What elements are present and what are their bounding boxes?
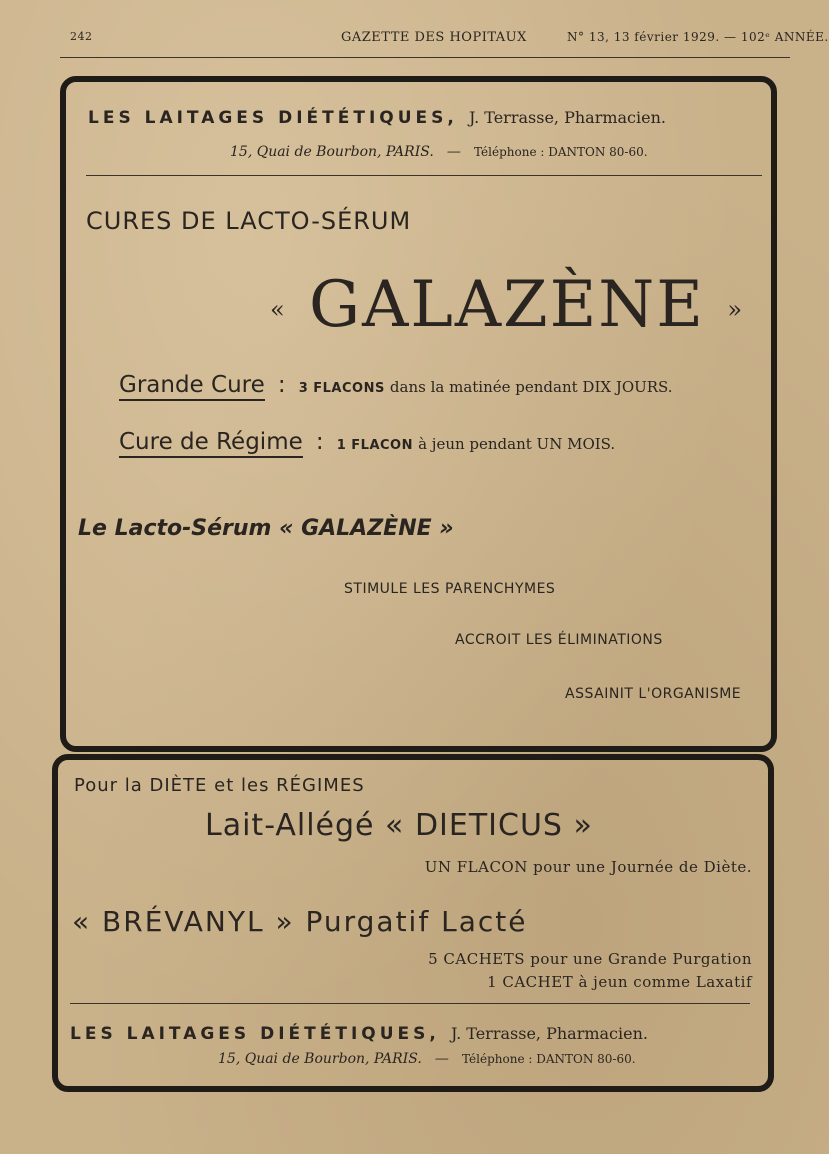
cachet-1-line: 1 CACHET à jeun comme Laxatif (487, 973, 752, 991)
ad2-address: 15, Quai de Bourbon, PARIS. (218, 1051, 422, 1067)
ad2-divider (70, 1003, 750, 1004)
regime-cure-line (119, 429, 615, 455)
grande-cure-title: Grande Cure (119, 372, 265, 401)
ad1-brand-line (88, 108, 666, 128)
ad2-brand-line (70, 1024, 648, 1044)
grande-cure-line (119, 372, 673, 398)
regime-cure-text: à jeun pendant UN MOIS. (418, 435, 616, 453)
grande-cure-colon: : (277, 372, 286, 398)
header-divider (60, 57, 790, 58)
journal-title: GAZETTE DES HOPITAUX (341, 30, 527, 45)
lait-allege-line: Lait-Allégé « DIETICUS » (205, 808, 593, 843)
cachets-5-line: 5 CACHETS pour une Grande Purgation (428, 950, 752, 968)
ad1-divider (86, 175, 762, 176)
page-header (0, 30, 829, 54)
flacon-day-line: UN FLACON pour une Journée de Diète. (424, 858, 752, 876)
ad1-maker: J. Terrasse, Pharmacien. (468, 108, 666, 127)
grande-cure-qty: 3 FLACONS (298, 381, 385, 396)
ad1-phone: Téléphone : DANTON 80-60. (473, 145, 648, 159)
effect-item: ASSAINIT L'ORGANISME (565, 686, 742, 702)
ad1-address: 15, Quai de Bourbon, PARIS. (230, 144, 434, 160)
quote-close: » (727, 295, 745, 324)
ad2-phone: Téléphone : DANTON 80-60. (461, 1052, 636, 1066)
effect-item: ACCROIT LES ÉLIMINATIONS (455, 632, 663, 648)
regime-cure-colon: : (315, 429, 324, 455)
galazene-product-line (270, 268, 744, 342)
page-number: 242 (70, 30, 93, 43)
ad1-address-line (230, 141, 648, 160)
regime-cure-title: Cure de Régime (119, 429, 303, 458)
brevanyl-line: « BRÉVANYL » Purgatif Lacté (72, 905, 528, 938)
regime-cure-qty: 1 FLACON (336, 438, 413, 453)
ad1-brand: LES LAITAGES DIÉTÉTIQUES, (88, 108, 458, 128)
galazene-advertisement (60, 76, 777, 752)
ad2-brand: LES LAITAGES DIÉTÉTIQUES, (70, 1024, 440, 1044)
effect-item: STIMULE LES PARENCHYMES (344, 581, 556, 597)
ad2-dash: — (434, 1051, 449, 1067)
ad2-maker: J. Terrasse, Pharmacien. (450, 1024, 648, 1043)
cures-title: CURES DE LACTO-SÉRUM (86, 207, 412, 235)
ad2-address-line (218, 1048, 636, 1067)
issue-info: N° 13, 13 février 1929. — 102ᵉ ANNÉE. (567, 30, 829, 44)
ad1-dash: — (446, 144, 461, 160)
lacto-serum-line: Le Lacto-Sérum « GALAZÈNE » (78, 516, 454, 541)
diete-line: Pour la DIÈTE et les RÉGIMES (74, 775, 365, 796)
product-name: GALAZÈNE (309, 268, 705, 342)
grande-cure-text: dans la matinée pendant DIX JOURS. (389, 378, 673, 396)
quote-open: « (270, 295, 287, 324)
